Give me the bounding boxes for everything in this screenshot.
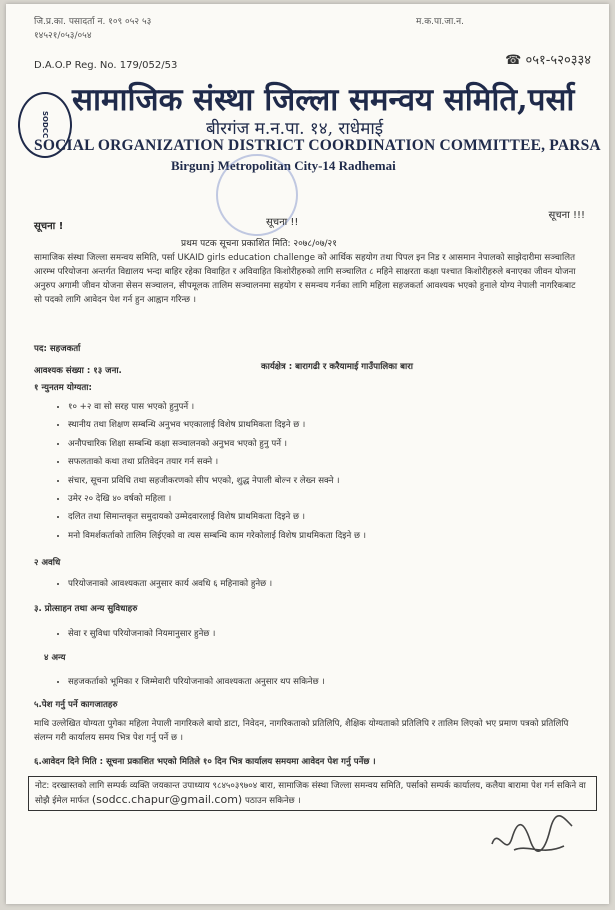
duration-list <box>26 577 586 595</box>
qualification-heading: १ न्युनतम योग्यता: <box>34 383 92 393</box>
incentive-heading: ३. प्रोत्साहन तथा अन्य सुविधाहरु <box>34 604 138 614</box>
reference-number-2: १४५२१/०५३/०५४ <box>34 31 92 41</box>
notice-document <box>6 4 609 904</box>
footer-note-end: पठाउन सकिनेछ । <box>244 796 301 806</box>
organization-name-nepali: सामाजिक संस्था जिल्ला समन्वय समिति,पर्सा <box>72 82 575 118</box>
notice-label-right: सूचना !!! <box>548 210 585 221</box>
duration-heading: २ अवधि <box>34 558 61 568</box>
footer-note: नोट: दरखास्तको लागि सम्पर्क व्यक्ति जयकान्त उपाध्याय ९८४५०३९७०४ बारा, सामाजिक संस्था जिल्ला समन्वय समिति, पर्साको सम्पर्क कार्यालय, कलैया बारामा पेश गर्न सकिने वा सोझै ईमेल मार्फत <box>35 781 586 806</box>
qualification-item: • स्थानीय तथा शिक्षण सम्बन्धि अनुभव भएकालाई विशेष प्राथमिकता दिइने छ । <box>68 418 586 432</box>
work-area: कार्यक्षेत्र : बारागढी र करैयामाई गाउँपालिका बारा <box>261 362 413 372</box>
address-nepali: बीरगंज म.न.पा. १४, राधेमाई <box>206 119 384 139</box>
address-english: Birgunj Metropolitan City-14 Radhemai <box>171 158 396 173</box>
reference-number: जि.प्र.का. पसादर्ता न. १०९ ०५२ ५३ <box>34 17 152 27</box>
daop-registration: D.A.O.P Reg. No. 179/052/53 <box>34 60 178 71</box>
qualification-item: • दलित तथा सिमान्तकृत समुदायको उम्मेदवारलाई विशेष प्राथमिकता दिइने छ । <box>68 510 586 524</box>
qualification-item: • मनो विमर्शकर्ताको तालिम लिईएको वा त्यस सम्बन्धि काम गरेकोलाई विशेष प्राथमिकता दिइने छ । <box>68 529 586 543</box>
contact-email[interactable]: (sodcc.chapur@gmail.com) <box>91 793 243 806</box>
documents-text: माथि उल्लेखित योग्यता पुगेका महिला नेपाली नागरिकले बायो डाटा, निवेदन, नागरिकताको प्रतिलिपि, शैक्षिक योग्यताको प्रतिलिपि र तालिम लिएको भए प्रमाण पत्रको प्रतिलिपि संलग्न गरी कार्यालय समय भित्र पेश गर्नु पर्ने छ । <box>34 719 569 743</box>
organization-logo: SODCC <box>18 92 72 158</box>
qualification-item: • सफलताको कथा तथा प्रतिवेदन तयार गर्न सक्ने । <box>68 455 586 469</box>
qualification-item: • उमेर २० देखि ४० वर्षको महिला । <box>68 492 586 506</box>
other-item: • सहजकर्ताको भूमिका र जिम्मेवारी परियोजनाको आवश्यकता अनुसार थप सकिनेछ । <box>68 675 586 689</box>
application-date: ६.आवेदन दिने मिति : सूचना प्रकाशित भएको मितिले १० दिन भित्र कार्यालय समयमा आवेदन पेश गर्नु पर्नेछ । <box>34 757 376 767</box>
qualification-list <box>26 400 586 547</box>
notice-label-left: सूचना ! <box>34 221 64 232</box>
other-list <box>26 675 586 693</box>
qualification-item: • संचार, सूचना प्रविधि तथा सहजीकरणको सीप भएको, शुद्ध नेपाली बोल्न र लेख्न सक्ने । <box>68 474 586 488</box>
incentive-list <box>26 627 586 645</box>
organization-name-english: SOCIAL ORGANIZATION DISTRICT COORDINATION COMMITTEE, PARSA <box>34 137 601 154</box>
incentive-item: • सेवा र सुविधा परियोजनाको नियमानुसार हुनेछ । <box>68 627 586 641</box>
top-right-label: म.क.पा.जा.न. <box>415 17 464 27</box>
signature <box>484 804 579 864</box>
post-title: पद: सहजकर्ता <box>34 344 81 354</box>
notice-intro: सामाजिक संस्था जिल्ला समन्वय समिति, पर्सा UKAID girls education challenge को आर्थिक सहयोग तथा पिपल इन निड र आसमान नेपालको साझेदारीमा सञ्चालित आरम्भ परियोजना अन्तर्गत विद्यालय भन्दा बाहिर रहेका विवाहित र अविवाहित किशोरीहरुको लागि सञ्चालित ८ महिने साक्षरता कक्षा पश्चात किशोरीहरुले बनाएका जीवन योजना अनुरुप अगामी जीवन योजना सेसन सञ्चालन, सीपमूलक तालिम सञ्चालनमा सहयोग र समन्वय गर्नका लागि महिला सहजकर्ता आवश्यक भएको हुनाले योग्य नेपाली नागरिकबाट सो पदको लागि आवेदन पेश गर्न हुन आह्वान गरिन्छ । <box>34 253 576 305</box>
publish-date-line: प्रथम पटक सूचना प्रकाशित मिति: २०७८/०७/२१ <box>181 239 337 249</box>
duration-item: • परियोजनाको आवश्यकता अनुसार कार्य अवधि ६ महिनाको हुनेछ । <box>68 577 586 591</box>
documents-heading: ५.पेश गर्नु पर्ने कागजातहरु <box>34 700 118 710</box>
other-heading: ४ अन्य <box>44 653 66 663</box>
phone-number: ☎ ०५१-५२०३३४ <box>505 53 591 68</box>
qualification-item: • १० +२ वा सो सरह पास भएको हुनुपर्ने । <box>68 400 586 414</box>
qualification-item: • अनौपचारिक शिक्षा सम्बन्धि कक्षा सञ्चालनको अनुभव भएको हुनु पर्ने । <box>68 437 586 451</box>
notice-label-center: सूचना !! <box>266 217 299 228</box>
required-count: आवश्यक संख्या : १३ जना. <box>34 366 122 376</box>
